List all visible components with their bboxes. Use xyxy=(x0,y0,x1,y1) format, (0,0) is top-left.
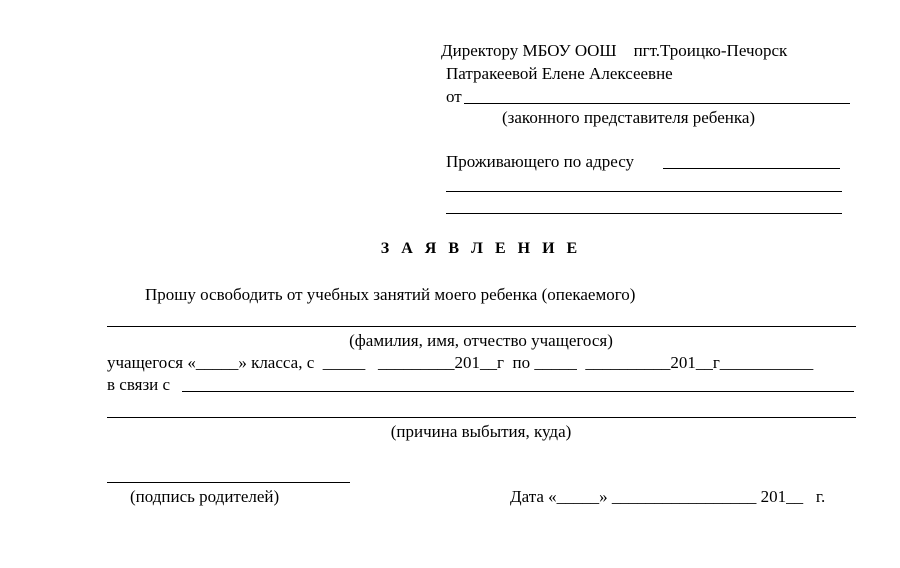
reason-field-line-2[interactable] xyxy=(107,417,856,418)
reason-field-line-1[interactable] xyxy=(182,391,854,392)
class-dates-line: учащегося «_____» класса, с _____ _________201__г по _____ __________201__г___________ xyxy=(107,353,814,372)
reason-caption: (причина выбытия, куда) xyxy=(390,422,572,441)
student-fio-field-line[interactable] xyxy=(107,326,856,327)
from-label: от xyxy=(446,87,462,106)
signature-field-line[interactable] xyxy=(107,482,350,483)
from-caption: (законного представителя ребенка) xyxy=(502,108,756,127)
document-title: З А Я В Л Е Н И Е xyxy=(380,240,582,257)
address-label: Проживающего по адресу xyxy=(446,152,635,171)
address-field-line-1[interactable] xyxy=(663,168,840,169)
from-field-line[interactable] xyxy=(464,103,850,104)
date-line: Дата «_____» _________________ 201__ г. xyxy=(510,487,826,506)
address-field-line-3[interactable] xyxy=(446,213,842,214)
addressee-line: Директору МБОУ ООШ пгт.Троицко-Печорск xyxy=(441,41,788,60)
reason-label: в связи с xyxy=(107,375,171,394)
fio-caption: (фамилия, имя, отчество учащегося) xyxy=(349,331,613,350)
signature-caption: (подпись родителей) xyxy=(130,487,280,506)
addressee-name: Патракеевой Елене Алексеевне xyxy=(446,64,673,83)
address-field-line-2[interactable] xyxy=(446,191,842,192)
request-text: Прошу освободить от учебных занятий моего ребенка (опекаемого) xyxy=(145,285,636,304)
